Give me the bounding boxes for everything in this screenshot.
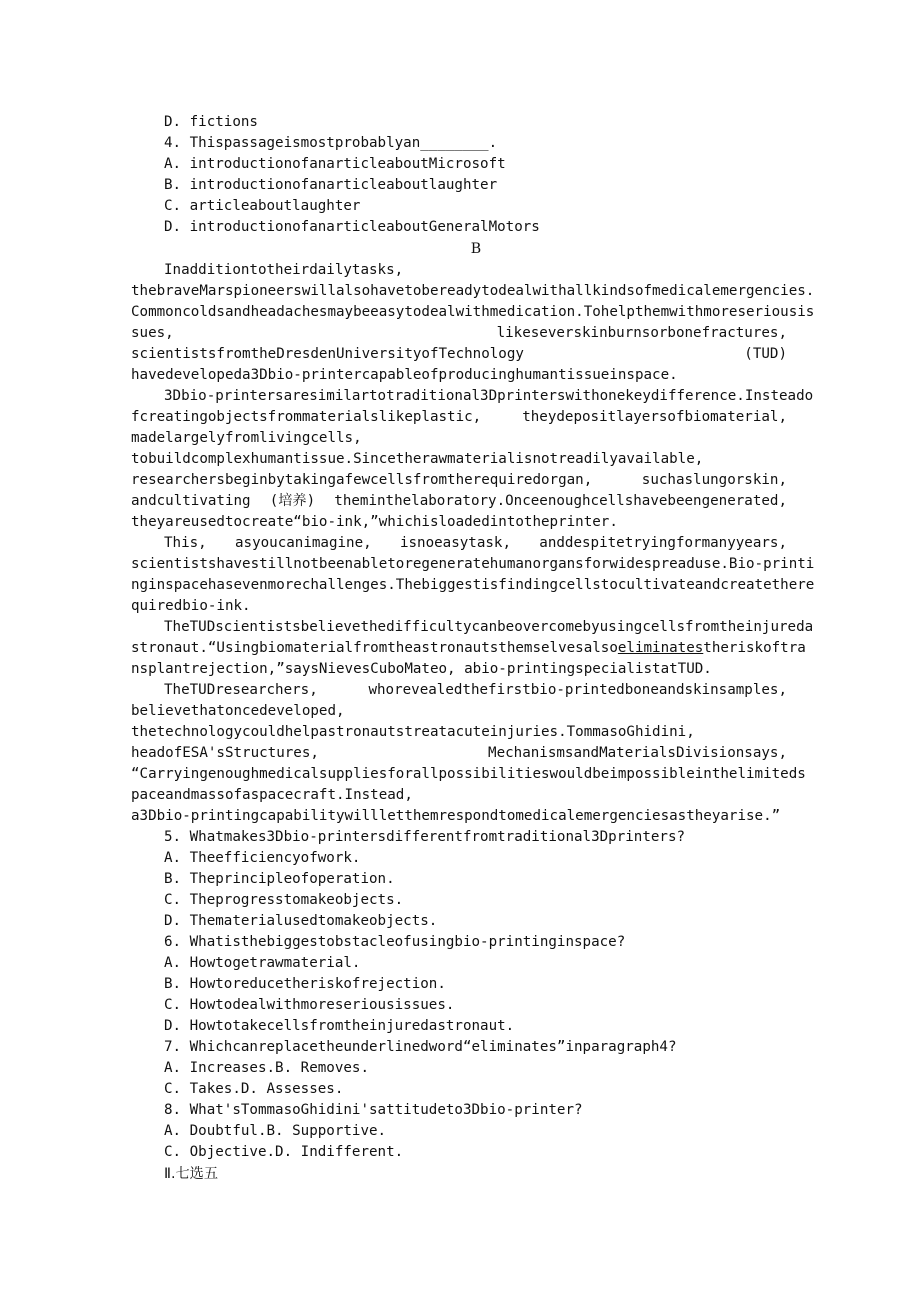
passage-line: thetechnologycouldhelpastronautstreatacuteinjuries.TommasoGhidini, xyxy=(131,724,695,740)
underlined-word: eliminates xyxy=(617,640,704,656)
passage-word: headofESA'sStructures, xyxy=(131,745,319,761)
passage-line: havedevelopeda3Dbio-printercapableofproducinghumantissueinspace. xyxy=(131,367,678,383)
q5-option-a: A. Theefficiencyofwork. xyxy=(164,850,361,866)
passage-word: TheTUDresearchers, xyxy=(164,682,318,698)
passage-line: Inadditiontotheirdailytasks, xyxy=(164,262,404,278)
passage-line: 3Dbio-printersaresimilartotraditional3Dprinterswithonekeydifference.Insteado xyxy=(164,388,814,404)
passage-word: theydepositlayersofbiomaterial, xyxy=(522,409,787,425)
passage-word: isnoeasytask, xyxy=(399,535,511,551)
q4-stem: 4. Thispassageismostprobablyan________. xyxy=(164,135,498,151)
q4-option-b: B. introductionofanarticleaboutlaughter xyxy=(164,177,498,193)
passage-line xyxy=(131,470,787,491)
passage-line: thebraveMarspioneerswillalsohavetobereadytodealwithallkindsofmedicalemergencies. xyxy=(131,283,815,299)
q4-option-a: A. introductionofanarticleaboutMicrosoft xyxy=(164,156,506,172)
passage-line: nginspacehasevenmorechallenges.Thebiggestisfindingcellstocultivateandcreatethere xyxy=(131,577,815,593)
q5-option-c: C. Theprogresstomakeobjects. xyxy=(164,892,404,908)
passage-line: believethatoncedeveloped, xyxy=(131,703,345,719)
passage-word: suchaslungorskin, xyxy=(641,472,787,488)
q6-option-c: C. Howtodealwithmoreseriousissues. xyxy=(164,997,455,1013)
q7-options-cd: C. Takes.D. Assesses. xyxy=(164,1081,344,1097)
q7-options-ab: A. Increases.B. Removes. xyxy=(164,1060,369,1076)
q8-stem: 8. What'sTommasoGhidini'sattitudeto3Dbio-printer? xyxy=(164,1102,583,1118)
q4-option-d: D. introductionofanarticleaboutGeneralMotors xyxy=(164,219,540,235)
passage-line: madelargelyfromlivingcells, xyxy=(131,430,362,446)
passage-line: TheTUDscientistsbelievethedifficultycanbeovercomebyusingcellsfromtheinjureda xyxy=(164,619,814,635)
passage-word: theminthelaboratory.Onceenoughcellshavebeengenerated, xyxy=(334,493,787,509)
passage-line xyxy=(131,407,787,428)
q5-option-d: D. Thematerialusedtomakeobjects. xyxy=(164,913,438,929)
passage-word: whorevealedthefirstbio-printedboneandskinsamples, xyxy=(368,682,787,698)
passage-line xyxy=(131,344,787,365)
passage-word: asyoucanimagine, xyxy=(235,535,372,551)
q4-option-c: C. articleaboutlaughter xyxy=(164,198,361,214)
q6-option-d: D. Howtotakecellsfromtheinjuredastronaut. xyxy=(164,1018,515,1034)
passage-word: MechanismsandMaterialsDivisionsays, xyxy=(488,745,787,761)
q6-option-a: A. Howtogetrawmaterial. xyxy=(164,955,361,971)
q8-options-cd: C. Objective.D. Indifferent. xyxy=(164,1144,404,1160)
passage-word: likeseverskinburnsorbonefractures, xyxy=(496,325,787,341)
passage-line: nsplantrejection,”saysNievesCuboMateo, abio-printingspecialistatTUD. xyxy=(131,661,712,677)
passage-word: anddespitetryingformanyyears, xyxy=(539,535,787,551)
q6-option-b: B. Howtoreducetheriskofrejection. xyxy=(164,976,446,992)
passage-word: (TUD) xyxy=(744,346,787,362)
passage-line: a3Dbio-printingcapabilitywillletthemrespondtomedicalemergenciesastheyarise.” xyxy=(131,808,781,824)
passage-line: Commoncoldsandheadachesmaybeeasytodealwithmedication.Tohelpthemwithmoreseriousis xyxy=(131,304,815,320)
section-ii-heading: Ⅱ.七选五 xyxy=(164,1166,219,1182)
passage-word: This, xyxy=(164,535,207,551)
passage-line xyxy=(131,638,806,659)
passage-line xyxy=(164,680,787,701)
passage-gloss: (培养) xyxy=(269,493,316,509)
passage-line: theyareusedtocreate“bio-ink,”whichisloadedintotheprinter. xyxy=(131,514,618,530)
passage-line: quiredbio-ink. xyxy=(131,598,251,614)
passage-line: tobuildcomplexhumantissue.Sincetherawmaterialisnotreadilyavailable, xyxy=(131,451,704,467)
q3-option-d: D. fictions xyxy=(164,114,258,130)
passage-text: theriskoftra xyxy=(703,640,806,656)
passage-line: “Carryingenoughmedicalsuppliesforallpossibilitieswouldbeimpossibleinthelimiteds xyxy=(131,766,806,782)
passage-word: andcultivating xyxy=(131,493,251,509)
q5-stem: 5. Whatmakes3Dbio-printersdifferentfromtraditional3Dprinters? xyxy=(164,829,686,845)
passage-word: scientistsfromtheDresdenUniversityofTechnology xyxy=(131,346,524,362)
passage-line xyxy=(131,491,787,512)
passage-line: paceandmassofaspacecraft.Instead, xyxy=(131,787,413,803)
q7-stem: 7. Whichcanreplacetheunderlinedword“eliminates”inparagraph4? xyxy=(164,1039,677,1055)
passage-word: researchersbeginbytakingafewcellsfromtherequiredorgan, xyxy=(131,472,593,488)
passage-line xyxy=(164,533,787,554)
q5-option-b: B. Theprincipleofoperation. xyxy=(164,871,395,887)
passage-word: sues, xyxy=(131,325,174,341)
passage-word: fcreatingobjectsfrommaterialslikeplastic, xyxy=(131,409,482,425)
section-b-heading: B xyxy=(470,241,482,257)
passage-line xyxy=(131,743,787,764)
q6-stem: 6. Whatisthebiggestobstacleofusingbio-printinginspace? xyxy=(164,934,626,950)
passage-line xyxy=(131,323,787,344)
passage-line: scientistshavestillnotbeenabletoregeneratehumanorgansforwidespreaduse.Bio-printi xyxy=(131,556,815,572)
passage-text: stronaut.“Usingbiomaterialfromtheastronautsthemselvesalso xyxy=(131,640,618,656)
q8-options-ab: A. Doubtful.B. Supportive. xyxy=(164,1123,387,1139)
